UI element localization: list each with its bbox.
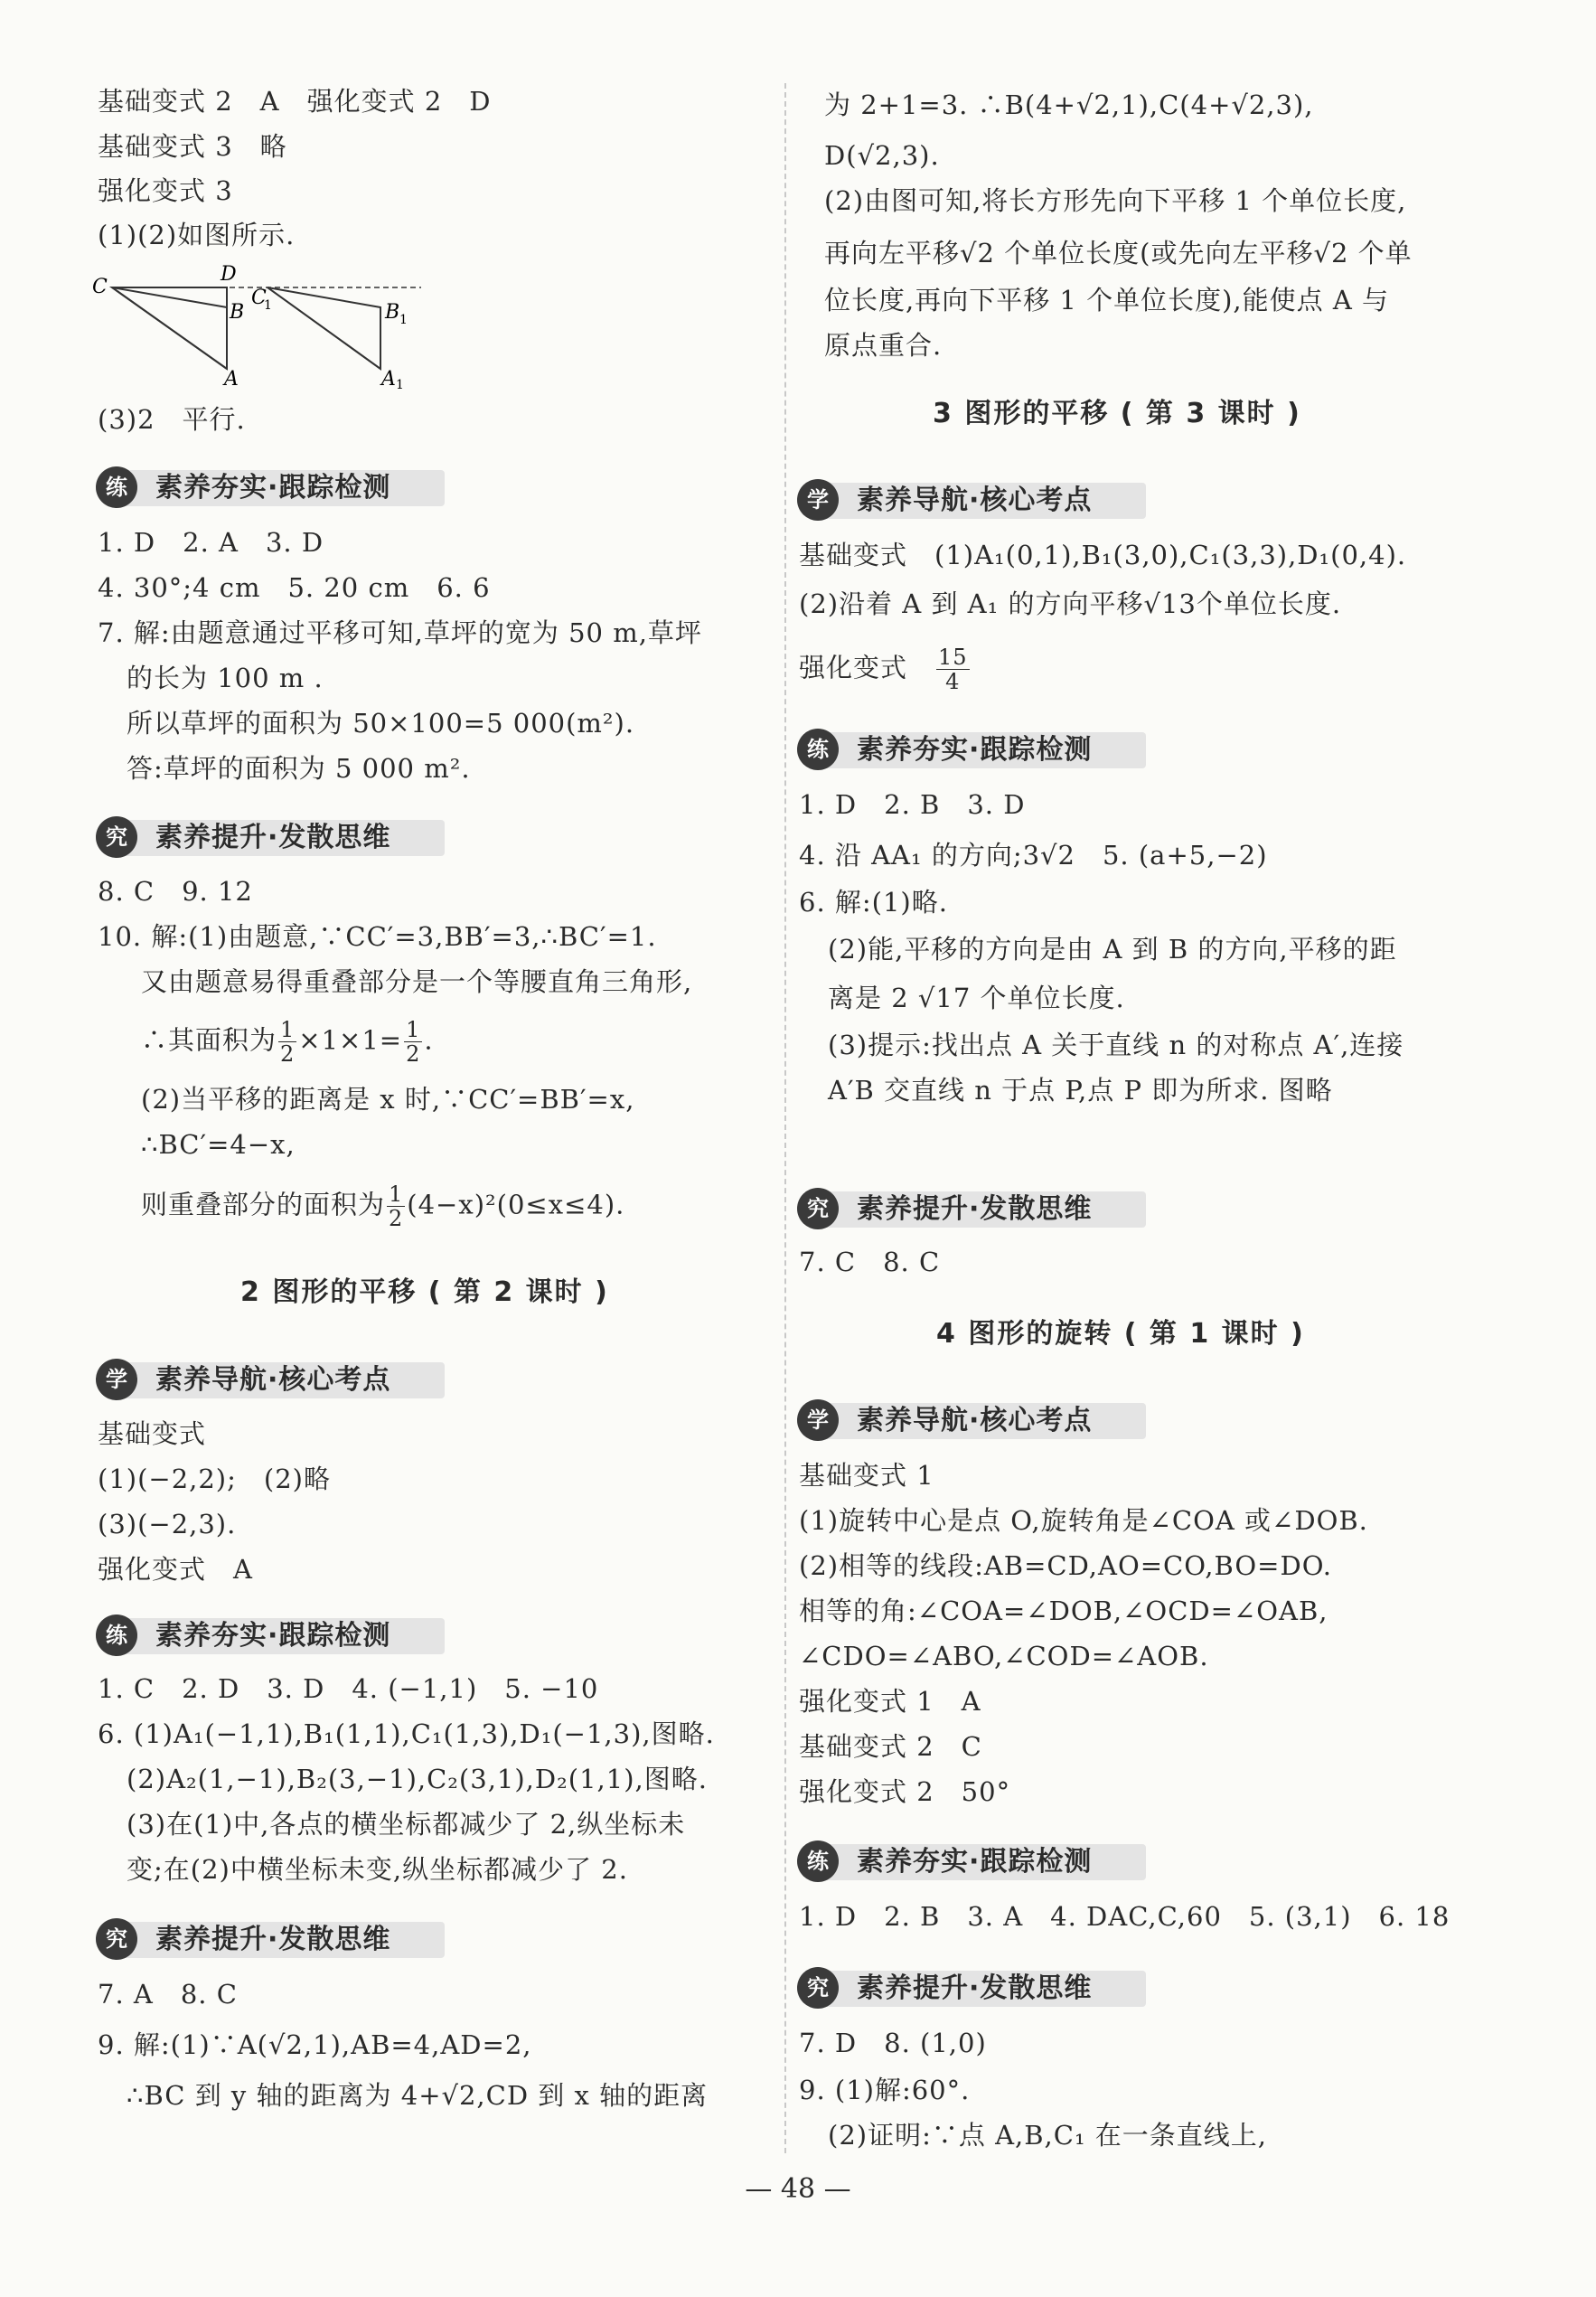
section-badge: 究 xyxy=(797,1967,839,2009)
section-title: 素养提升·发散思维 xyxy=(155,1924,391,1955)
text-line: 变;在(2)中横坐标未变,纵坐标都减少了 2. xyxy=(127,1854,628,1885)
section-title: 素养导航·核心考点 xyxy=(155,1364,391,1396)
text-line: (2)当平移的距离是 x 时,∵CC′=BB′=x, xyxy=(141,1084,635,1115)
text-line: ∴BC′=4−x, xyxy=(141,1129,296,1160)
text-line: 强化变式 3 xyxy=(98,175,233,206)
section-title: 素养夯实·跟踪检测 xyxy=(857,1846,1093,1878)
translation-figure xyxy=(87,262,430,389)
text-line: 1. C 2. D 3. D 4. (−1,1) 5. −10 xyxy=(98,1673,599,1704)
text-line: 则重叠部分的面积为 $\frac{1}{2}$ (4−x)²(0≤x≤4). xyxy=(141,1181,625,1231)
text-line: 基础变式 xyxy=(98,1418,207,1449)
lesson-title: 2 图形的平移 ( 第 2 课时 ) xyxy=(240,1276,609,1308)
text-line: (1)(−2,2); (2)略 xyxy=(98,1464,331,1494)
text-line: 10. 解:(1)由题意,∵CC′=3,BB′=3,∴BC′=1. xyxy=(98,921,657,952)
text-line: 4. 沿 AA₁ 的方向;3√2 5. (a+5,−2) xyxy=(799,840,1268,871)
text-line: 强化变式 $\frac{15}{4}$ xyxy=(799,645,968,694)
label-c: C xyxy=(92,276,108,298)
text-line: (2)A₂(1,−1),B₂(3,−1),C₂(3,1),D₂(1,1),图略. xyxy=(127,1764,708,1794)
section-badge: 究 xyxy=(96,816,137,858)
section-title: 素养夯实·跟踪检测 xyxy=(155,472,391,504)
lesson-title: 4 图形的旋转 ( 第 1 课时 ) xyxy=(936,1318,1305,1350)
text-line: (2)能,平移的方向是由 A 到 B 的方向,平移的距 xyxy=(828,934,1397,965)
text-line: 原点重合. xyxy=(824,330,943,361)
section-title: 素养导航·核心考点 xyxy=(857,1405,1093,1436)
text-line: ∴其面积为 $\frac{1}{2}$ ×1×1= $\frac{1}{2}$ . xyxy=(141,1017,434,1067)
text-line: 强化变式 A xyxy=(98,1554,253,1585)
text-line: 相等的角:∠COA=∠DOB,∠OCD=∠OAB, xyxy=(799,1596,1328,1626)
text-line: 再向左平移√2 个单位长度(或先向左平移√2 个单 xyxy=(824,238,1413,268)
text-line: 位长度,再向下平移 1 个单位长度),能使点 A 与 xyxy=(824,285,1390,315)
text-line: 强化变式 2 50° xyxy=(799,1776,1011,1807)
text-line: (2)沿着 A 到 A₁ 的方向平移√13个单位长度. xyxy=(799,588,1342,619)
page-number: — 48 — xyxy=(745,2173,851,2205)
text-line: 1. D 2. B 3. D xyxy=(799,789,1026,820)
text-line: 4. 30°;4 cm 5. 20 cm 6. 6 xyxy=(98,572,491,603)
section-badge: 学 xyxy=(797,479,839,521)
text-line: (2)相等的线段:AB=CD,AO=CO,BO=DO. xyxy=(799,1550,1332,1581)
text-line: 所以草坪的面积为 50×100=5 000(m²). xyxy=(127,708,635,739)
section-badge: 练 xyxy=(797,729,839,770)
text-line: (2)证明:∵点 A,B,C₁ 在一条直线上, xyxy=(828,2120,1268,2151)
section-title: 素养提升·发散思维 xyxy=(155,822,391,853)
section-badge: 练 xyxy=(96,466,137,508)
section-title: 素养夯实·跟踪检测 xyxy=(857,734,1093,766)
text-line: (3)提示:找出点 A 关于直线 n 的对称点 A′,连接 xyxy=(828,1030,1404,1060)
section-title: 素养导航·核心考点 xyxy=(857,485,1093,516)
section-badge: 练 xyxy=(96,1614,137,1656)
text-line: (1)(2)如图所示. xyxy=(98,220,296,250)
text-line: 基础变式 2 C xyxy=(799,1731,982,1762)
section-title: 素养提升·发散思维 xyxy=(857,1972,1093,2004)
section-badge: 学 xyxy=(96,1359,137,1400)
label-a: A xyxy=(224,368,239,389)
text-line: (3)(−2,3). xyxy=(98,1509,237,1539)
text-line: 基础变式 3 略 xyxy=(98,131,287,162)
text-line: 9. 解:(1)∵A(√2,1),AB=4,AD=2, xyxy=(98,2029,532,2060)
text-line: 1. D 2. B 3. A 4. DAC,C,60 5. (3,1) 6. 18 xyxy=(799,1901,1450,1932)
section-title: 素养提升·发散思维 xyxy=(857,1193,1093,1225)
text-line: 强化变式 1 A xyxy=(799,1686,981,1717)
section-badge: 练 xyxy=(797,1840,839,1882)
text-line: D(√2,3). xyxy=(824,140,940,171)
text-line: 1. D 2. A 3. D xyxy=(98,527,324,558)
text-line: (3)2 平行. xyxy=(98,404,246,435)
text-line: 7. D 8. (1,0) xyxy=(799,2028,987,2058)
label-b1: B xyxy=(385,301,400,324)
section-badge: 究 xyxy=(797,1188,839,1229)
text-line: (2)由图可知,将长方形先向下平移 1 个单位长度, xyxy=(824,185,1407,216)
text-line: 6. 解:(1)略. xyxy=(799,887,948,918)
text-line: 为 2+1=3. ∴B(4+√2,1),C(4+√2,3), xyxy=(824,89,1314,120)
label-sub: 1 xyxy=(399,313,408,327)
lesson-title: 3 图形的平移 ( 第 3 课时 ) xyxy=(933,398,1301,429)
text-line: 基础变式 (1)A₁(0,1),B₁(3,0),C₁(3,3),D₁(0,4). xyxy=(799,540,1407,570)
text-line: 6. (1)A₁(−1,1),B₁(1,1),C₁(1,3),D₁(−1,3),图略. xyxy=(98,1718,715,1749)
text-line: 答:草坪的面积为 5 000 m². xyxy=(127,753,471,784)
section-badge: 学 xyxy=(797,1399,839,1441)
text-line: (1)旋转中心是点 O,旋转角是∠COA 或∠DOB. xyxy=(799,1505,1368,1536)
label-c1: C xyxy=(251,287,267,309)
text-line: 基础变式 1 xyxy=(799,1460,934,1491)
text-line: (3)在(1)中,各点的横坐标都减少了 2,纵坐标未 xyxy=(127,1809,686,1840)
label-b: B xyxy=(230,301,245,324)
text-line: 8. C 9. 12 xyxy=(98,876,253,907)
text-line: 7. 解:由题意通过平移可知,草坪的宽为 50 m,草坪 xyxy=(98,617,702,648)
label-a1: A xyxy=(381,368,396,389)
section-badge: 究 xyxy=(96,1918,137,1960)
text-line: 的长为 100 m . xyxy=(127,663,324,693)
text-line: A′B 交直线 n 于点 P,点 P 即为所求. 图略 xyxy=(828,1075,1333,1106)
label-sub: 1 xyxy=(264,298,272,313)
text-line: ∴BC 到 y 轴的距离为 4+√2,CD 到 x 轴的距离 xyxy=(127,2080,709,2111)
section-title: 素养夯实·跟踪检测 xyxy=(155,1620,391,1652)
text-line: ∠CDO=∠ABO,∠COD=∠AOB. xyxy=(799,1641,1209,1671)
text-line: 9. (1)解:60°. xyxy=(799,2075,971,2105)
label-d: D xyxy=(221,263,237,286)
text-line: 离是 2 √17 个单位长度. xyxy=(828,983,1125,1013)
text-line: 7. C 8. C xyxy=(799,1247,941,1277)
text-line: 7. A 8. C xyxy=(98,1979,238,2010)
text-line: 又由题意易得重叠部分是一个等腰直角三角形, xyxy=(141,966,693,997)
column-divider xyxy=(784,83,786,2153)
text-line: 基础变式 2 A 强化变式 2 D xyxy=(98,86,492,117)
label-sub: 1 xyxy=(396,378,404,389)
